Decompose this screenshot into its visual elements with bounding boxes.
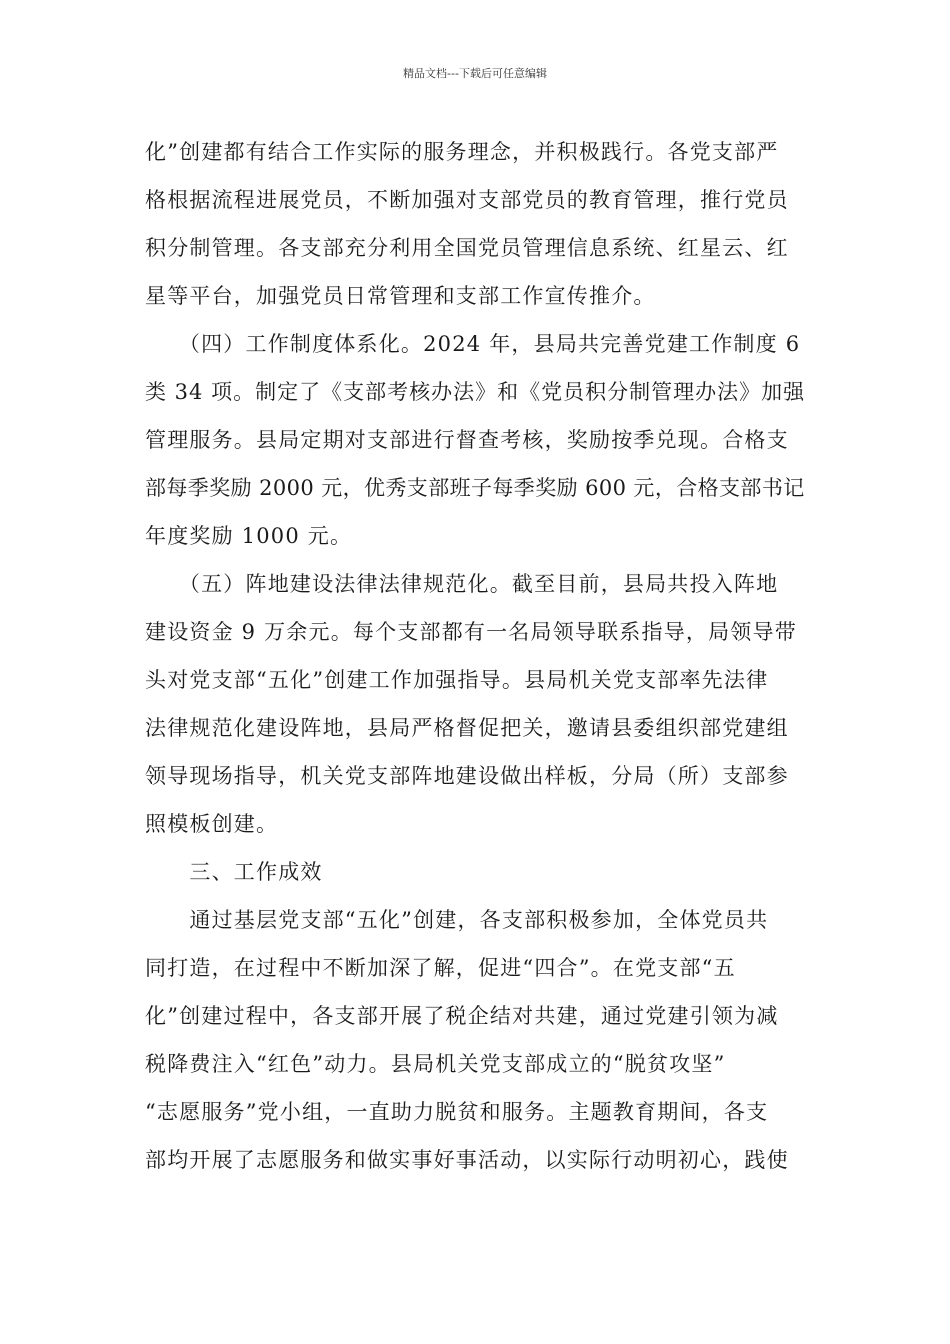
text-line: 建设资金 9 万余元。每个支部都有一名局领导联系指导，局领导带 [145,620,797,644]
text-line: 同打造，在过程中不断加深了解，促进“四合”。在党支部“五 [145,956,736,980]
text-line: 化”创建过程中，各支部开展了税企结对共建，通过党建引领为减 [145,1004,779,1028]
text-line: 通过基层党支部“五化”创建，各支部积极参加，全体党员共 [145,908,769,932]
text-line: 部每季奖励 2000 元，优秀支部班子每季奖励 600 元，合格支部书记 [145,476,805,500]
text-line: 格根据流程进展党员，不断加强对支部党员的教育管理，推行党员 [145,188,789,212]
page-header: 精品文档---下载后可任意编辑 [403,67,547,80]
text-line: 积分制管理。各支部充分利用全国党员管理信息系统、红星云、红 [145,236,789,260]
text-line: 法律规范化建设阵地，县局严格督促把关，邀请县委组织部党建组 [145,716,789,740]
text-line: 税降费注入“红色”动力。县局机关党支部成立的“脱贫攻坚” [145,1052,726,1076]
text-line: 部均开展了志愿服务和做实事好事活动，以实际行动明初心，践使 [145,1148,789,1172]
text-line: 化”创建都有结合工作实际的服务理念，并积极践行。各党支部严 [145,140,779,164]
text-line: （五）阵地建设法律法律规范化。截至目前，县局共投入阵地 [145,572,779,596]
text-line: 照模板创建。 [145,812,279,836]
text-line: “志愿服务”党小组，一直助力脱贫和服务。主题教育期间，各支 [145,1100,769,1124]
text-line: 管理服务。县局定期对支部进行督查考核，奖励按季兑现。合格支 [145,428,789,452]
text-line: 年度奖励 1000 元。 [145,524,353,548]
text-line: 星等平台，加强党员日常管理和支部工作宣传推介。 [145,284,656,308]
text-line: 领导现场指导，机关党支部阵地建设做出样板，分局（所）支部参 [145,764,789,788]
text-line: （四）工作制度体系化。2024 年，县局共完善党建工作制度 6 [145,332,801,356]
document-body [145,128,805,1184]
text-line: 类 34 项。制定了《支部考核办法》和《党员积分制管理办法》加强 [145,380,806,404]
text-line: 三、工作成效 [145,860,323,884]
text-line: 头对党支部“五化”创建工作加强指导。县局机关党支部率先法律 [145,668,769,692]
